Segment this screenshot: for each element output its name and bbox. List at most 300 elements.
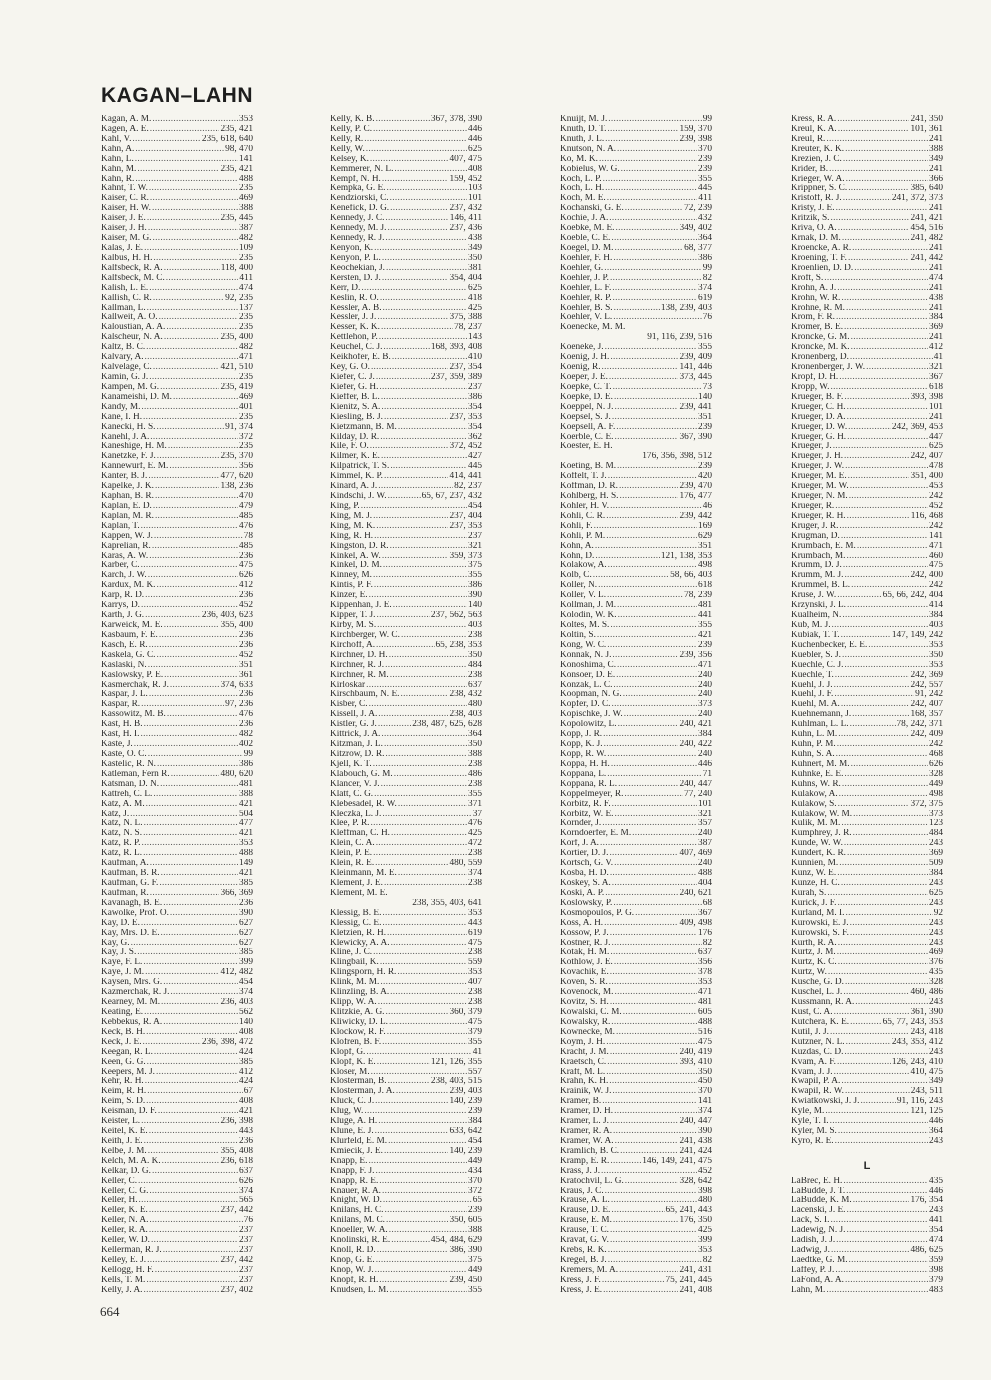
dot-leader xyxy=(148,661,238,671)
entry-name: Kutzner, N. L. xyxy=(791,1037,845,1047)
dot-leader xyxy=(610,869,697,879)
entry-name: Kramer, W. A. xyxy=(560,1136,614,1146)
entry-name: Kruger, J. R. xyxy=(791,521,839,531)
dot-leader xyxy=(844,1048,928,1058)
index-entry xyxy=(330,859,482,869)
entry-name: Kyle, M. xyxy=(791,1107,825,1117)
entry-name: Kennedy, J. C. xyxy=(330,214,385,224)
dot-leader xyxy=(604,740,679,750)
entry-pages: 239, 442 xyxy=(679,511,712,521)
index-entry xyxy=(560,671,712,681)
index-entry xyxy=(330,1266,482,1276)
dot-leader xyxy=(847,601,928,611)
entry-pages: 408 xyxy=(239,1097,253,1107)
entry-pages: 356 xyxy=(239,462,253,472)
entry-name: Kelkar, D. G. xyxy=(101,1166,151,1176)
entry-name: Kletzien, R. H. xyxy=(330,928,387,938)
entry-pages: 101 xyxy=(698,799,712,809)
index-entry xyxy=(101,1068,253,1078)
dot-leader xyxy=(361,502,467,512)
index-entry xyxy=(101,204,253,214)
dot-leader xyxy=(381,730,467,740)
index-entry xyxy=(560,1147,712,1157)
entry-name: Kong, W. C. xyxy=(560,640,607,650)
dot-leader xyxy=(147,214,220,224)
index-entry xyxy=(560,661,712,671)
entry-name: Keitel, K. E. xyxy=(101,1127,148,1137)
entry-pages: 480, 620 xyxy=(220,769,253,779)
entry-name: Klipp, W. A. xyxy=(330,998,377,1008)
dot-leader xyxy=(595,542,697,552)
dot-leader xyxy=(598,581,697,591)
entry-pages: 116, 468 xyxy=(910,511,943,521)
entry-name: Koym, J. H. xyxy=(560,1037,606,1047)
index-entry xyxy=(330,403,482,413)
index-entry xyxy=(791,264,943,274)
entry-name: Kahl, V. xyxy=(101,134,132,144)
entry-pages: 243 xyxy=(929,878,943,888)
dot-leader xyxy=(149,284,238,294)
dot-leader xyxy=(393,601,467,611)
entry-name: Klebesadel, R. W. xyxy=(330,799,397,809)
index-entry xyxy=(101,641,253,651)
entry-name: Koopman, N. G. xyxy=(560,690,622,700)
entry-name: Lahn, M. xyxy=(791,1285,826,1295)
entry-name: Konzak, L. C. xyxy=(560,680,613,690)
dot-leader xyxy=(382,1038,467,1048)
index-entry xyxy=(791,1266,943,1276)
entry-pages: 373 xyxy=(929,809,943,819)
entry-name: Kulakow, S. xyxy=(791,799,837,809)
index-entry xyxy=(560,552,712,562)
entry-name: Klofren, B. F. xyxy=(330,1037,382,1047)
entry-pages: 446 xyxy=(468,134,482,144)
index-entry xyxy=(101,403,253,413)
dot-leader xyxy=(834,681,910,691)
index-entry xyxy=(330,1157,482,1167)
entry-pages: 350 xyxy=(468,740,482,750)
dot-leader xyxy=(854,264,928,274)
index-entry xyxy=(560,175,712,185)
index-entry xyxy=(560,522,712,532)
index-entry xyxy=(101,889,253,899)
index-entry xyxy=(560,1196,712,1206)
dot-leader xyxy=(835,671,910,681)
dot-leader xyxy=(610,1048,679,1058)
entry-name: Kirchberger, W. C. xyxy=(330,630,400,640)
index-entry xyxy=(101,155,253,165)
dot-leader xyxy=(141,561,238,571)
entry-pages: 421 xyxy=(239,799,253,809)
entry-pages: 372 xyxy=(239,432,253,442)
entry-name: Kuhnke, E. E. xyxy=(791,769,844,779)
entry-pages: 92 xyxy=(933,908,943,918)
entry-name: King, R. H. xyxy=(330,531,374,541)
entry-name: Kersten, D. J. xyxy=(330,273,381,283)
entry-pages: 369 xyxy=(929,849,943,859)
entry-name: Krumbach, M. xyxy=(791,551,846,561)
entry-name: Koehler, L. F. xyxy=(560,283,612,293)
dot-leader xyxy=(614,403,678,413)
dot-leader xyxy=(385,750,467,760)
entry-name: Koepke, D. E. xyxy=(560,392,613,402)
index-entry xyxy=(560,1256,712,1266)
dot-leader xyxy=(841,879,928,889)
dot-leader xyxy=(844,393,909,403)
index-entry xyxy=(791,552,943,562)
entry-name: Koller, N. xyxy=(560,581,598,591)
entry-pages: 237 xyxy=(468,382,482,392)
entry-pages: 420 xyxy=(698,472,712,482)
index-entry xyxy=(330,760,482,770)
index-entry xyxy=(330,165,482,175)
entry-name: Kipper, T. J. xyxy=(330,611,376,621)
entry-pages: 454, 484, 629 xyxy=(430,1236,482,1246)
entry-name: Keating, E. xyxy=(101,1007,144,1017)
entry-pages: 376 xyxy=(929,958,943,968)
entry-pages: 372, 452 xyxy=(449,442,482,452)
dot-leader xyxy=(844,571,909,581)
entry-name: Kochie, J. A. xyxy=(560,214,609,224)
index-entry xyxy=(560,214,712,224)
index-entry xyxy=(791,244,943,254)
dot-leader xyxy=(842,780,928,790)
entry-name: Knuth, D. T. xyxy=(560,124,607,134)
dot-leader xyxy=(369,700,467,710)
entry-name: Keck, B. H. xyxy=(101,1027,146,1037)
entry-pages: 240, 447 xyxy=(679,1117,712,1127)
dot-leader xyxy=(846,175,928,185)
dot-leader xyxy=(386,264,467,274)
dot-leader xyxy=(847,413,928,423)
entry-name: Kobielus, W. G. xyxy=(560,164,620,174)
entry-pages: 398 xyxy=(698,1186,712,1196)
entry-pages: 485 xyxy=(239,541,253,551)
entry-pages: 372 xyxy=(468,1186,482,1196)
entry-pages: 67 xyxy=(243,1087,253,1097)
dot-leader xyxy=(387,224,448,234)
entry-pages: 237 xyxy=(239,1265,253,1275)
dot-leader xyxy=(610,353,678,363)
entry-name: Kurtz, K. C. xyxy=(791,958,837,968)
entry-pages: 121, 138, 353 xyxy=(660,551,712,561)
entry-pages: 239 xyxy=(698,462,712,472)
dot-leader xyxy=(845,978,928,988)
entry-pages: 412, 482 xyxy=(220,968,253,978)
entry-pages: 356 xyxy=(698,958,712,968)
entry-name: Korbitz, R. F. xyxy=(560,799,611,809)
entry-pages: 242, 369 xyxy=(910,670,943,680)
dot-leader xyxy=(611,1206,664,1216)
entry-name: Kalfsbeck, R. A. xyxy=(101,263,163,273)
entry-pages: 351 xyxy=(698,541,712,551)
entry-name: Kuzdas, C. D. xyxy=(791,1047,844,1057)
entry-pages: 241, 482 xyxy=(910,234,943,244)
index-entry xyxy=(330,810,482,820)
entry-name: Kells, T. M. xyxy=(101,1275,146,1285)
entry-pages: 241, 350 xyxy=(910,115,943,124)
index-entry xyxy=(791,542,943,552)
index-entry xyxy=(791,889,943,899)
entry-pages: 321 xyxy=(698,809,712,819)
entry-pages: 237, 354 xyxy=(449,363,482,373)
dot-leader xyxy=(144,720,238,730)
dot-leader xyxy=(382,552,449,562)
dot-leader xyxy=(387,184,468,194)
entry-name: Krueger, G. H. xyxy=(791,432,847,442)
dot-leader xyxy=(619,482,679,492)
entry-name: Kay, J. S. xyxy=(101,948,137,958)
dot-leader xyxy=(390,988,467,998)
entry-name: Kohlberg, H. S. xyxy=(560,492,619,502)
entry-name: Karweick, M. E. xyxy=(101,621,163,631)
entry-pages: 239, 409 xyxy=(679,353,712,363)
dot-leader xyxy=(851,333,928,343)
index-entry xyxy=(101,909,253,919)
entry-pages: 238 xyxy=(468,670,482,680)
entry-pages: 398 xyxy=(929,1265,943,1275)
index-entry xyxy=(101,214,253,224)
index-entry xyxy=(101,294,253,304)
entry-name: Keller, W. D. xyxy=(101,1236,150,1246)
index-entry xyxy=(791,353,943,363)
dot-leader xyxy=(848,184,909,194)
entry-name: Koenecke, M. M. xyxy=(560,323,626,333)
index-entry xyxy=(560,561,712,571)
entry-pages: 121, 125 xyxy=(910,1107,943,1117)
entry-name: Krause, A. L. xyxy=(560,1196,610,1206)
index-entry xyxy=(330,294,482,304)
entry-pages: 637 xyxy=(239,1166,253,1176)
entry-name: Kovitz, S. H. xyxy=(560,998,609,1008)
entry-pages: 140 xyxy=(698,392,712,402)
entry-pages: 370 xyxy=(468,1176,482,1186)
entry-name: Koeper, J. E. xyxy=(560,372,608,382)
entry-pages: 425 xyxy=(468,829,482,839)
entry-name: Koch, L. P. xyxy=(560,174,602,184)
entry-name: Kelly, P. C. xyxy=(330,124,373,134)
entry-pages: 468 xyxy=(929,750,943,759)
index-entry xyxy=(101,135,253,145)
entry-pages: 235, 400 xyxy=(220,333,253,343)
entry-pages: 91, 116, 243 xyxy=(896,1097,943,1107)
dot-leader xyxy=(369,591,467,601)
entry-name: Krueger, M. W. xyxy=(791,482,849,492)
index-entry xyxy=(101,819,253,829)
dot-leader xyxy=(156,581,238,591)
dot-leader xyxy=(602,819,697,829)
dot-leader xyxy=(845,462,928,472)
dot-leader xyxy=(377,313,448,323)
index-entry xyxy=(101,353,253,363)
dot-leader xyxy=(382,810,471,820)
index-entry xyxy=(791,958,943,968)
index-entry xyxy=(101,492,253,502)
entry-name: Krueger, J. H. xyxy=(791,452,844,462)
entry-name: Kimmel, K. P. xyxy=(330,472,383,482)
dot-leader xyxy=(617,145,697,155)
entry-name: Keller, H. xyxy=(101,1196,138,1206)
dot-leader xyxy=(152,542,238,552)
index-entry xyxy=(330,1246,482,1256)
entry-name: Kitzrow, D. R. xyxy=(330,750,385,759)
entry-name: Koehler, J. P. xyxy=(560,273,609,283)
index-entry xyxy=(560,294,712,304)
entry-name: Keller, N. A. xyxy=(101,1216,149,1226)
dot-leader xyxy=(384,1147,449,1157)
index-entry xyxy=(101,373,253,383)
entry-name: Kinney, M. xyxy=(330,571,373,581)
entry-pages: 240 xyxy=(698,859,712,869)
entry-pages: 321 xyxy=(468,541,482,551)
dot-leader xyxy=(843,988,909,998)
entry-pages: 353 xyxy=(698,1246,712,1256)
entry-pages: 237 xyxy=(239,1236,253,1246)
index-entry xyxy=(330,1226,482,1236)
dot-leader xyxy=(376,1256,467,1266)
entry-pages: 241, 424 xyxy=(679,1146,712,1156)
dot-leader xyxy=(608,115,701,125)
index-entry xyxy=(330,621,482,631)
entry-name: Knopf, R. H. xyxy=(330,1275,379,1285)
entry-name: Kumphrey, J. R. xyxy=(791,829,852,839)
dot-leader xyxy=(142,839,239,849)
dot-leader xyxy=(607,194,698,204)
entry-pages: 421 xyxy=(239,1107,253,1117)
entry-name: Katsman, D. N. xyxy=(101,779,160,789)
index-entry xyxy=(330,313,482,323)
entry-name: Kurick, J. F. xyxy=(791,898,837,908)
entry-name: Klune, E. J. xyxy=(330,1127,374,1137)
dot-leader xyxy=(146,343,238,353)
dot-leader xyxy=(161,929,239,939)
index-entry xyxy=(101,1048,253,1058)
index-entry xyxy=(101,561,253,571)
index-entry xyxy=(101,244,253,254)
entry-name: Kiefer, C. J. xyxy=(330,372,375,382)
dot-leader xyxy=(609,978,697,988)
dot-leader xyxy=(610,502,702,512)
index-entry xyxy=(560,939,712,949)
index-entry xyxy=(101,939,253,949)
entry-name: Kehr, R. H. xyxy=(101,1077,144,1087)
dot-leader xyxy=(163,1246,238,1256)
index-entry xyxy=(560,403,712,413)
entry-name: Koch, M. E. xyxy=(560,194,606,204)
entry-pages: 373, 445 xyxy=(679,372,712,382)
index-entry xyxy=(791,1087,943,1097)
entry-pages: 625 xyxy=(468,283,482,293)
dot-leader xyxy=(834,1008,910,1018)
index-entry xyxy=(330,611,482,621)
dot-leader xyxy=(847,403,928,413)
entry-pages: 480 xyxy=(698,1196,712,1206)
index-entry xyxy=(560,710,712,720)
index-entry xyxy=(560,304,712,314)
entry-name: Kuschel, L. J. xyxy=(791,988,843,998)
dot-leader xyxy=(848,423,891,433)
entry-name: Krippner, S. C. xyxy=(791,184,848,194)
entry-pages: 390 xyxy=(239,908,253,918)
dot-leader xyxy=(618,611,697,621)
index-entry xyxy=(101,1256,253,1266)
entry-pages: 509 xyxy=(929,859,943,869)
dot-leader xyxy=(167,710,238,720)
index-entry xyxy=(560,244,712,254)
entry-name: Kulakow, W. M. xyxy=(791,809,853,819)
entry-pages: 388 xyxy=(239,204,253,214)
entry-pages: 321 xyxy=(929,363,943,373)
dot-leader xyxy=(398,423,467,433)
entry-pages: 409, 498 xyxy=(679,918,712,928)
entry-pages: 625 xyxy=(929,888,943,898)
index-entry xyxy=(330,780,482,790)
index-entry xyxy=(791,939,943,949)
entry-pages: 403 xyxy=(929,621,943,631)
dot-leader xyxy=(603,1286,678,1296)
entry-name: Kazmerchak, R. J. xyxy=(101,988,170,998)
entry-name: Krom, F. R. xyxy=(791,313,835,323)
dot-leader xyxy=(170,909,238,919)
entry-name: Kortsch, G. V. xyxy=(560,859,614,869)
entry-name: Kinkel, A. W. xyxy=(330,551,381,561)
entry-pages: 236 xyxy=(239,1136,253,1146)
entry-pages: 237, 442 xyxy=(220,1206,253,1216)
index-entry xyxy=(791,978,943,988)
dot-leader xyxy=(838,730,909,740)
entry-name: Kuehnemann, J. xyxy=(791,710,852,720)
entry-name: Klein, P. E. xyxy=(330,849,373,859)
dot-leader xyxy=(847,512,910,522)
entry-name: Kannewurf, E. M. xyxy=(101,462,169,472)
entry-pages: 355 xyxy=(468,571,482,581)
entry-pages: 65, 77, 243, 353 xyxy=(882,1017,943,1027)
entry-name: Klopf, G. xyxy=(330,1047,366,1057)
entry-pages: 239, 441 xyxy=(679,402,712,412)
index-entry xyxy=(560,730,712,740)
entry-name: Kurtz, W. xyxy=(791,968,827,978)
index-entry xyxy=(791,998,943,1008)
entry-name: Kurah, S. xyxy=(791,888,827,898)
entry-name: Kietzmann, B. M. xyxy=(330,422,397,432)
entry-pages: 235 xyxy=(239,184,253,194)
dot-leader xyxy=(371,819,468,829)
entry-pages: 367, 390 xyxy=(679,432,712,442)
entry-pages: 504 xyxy=(239,809,253,819)
entry-name: Koehler, B. S. xyxy=(560,303,613,313)
dot-leader xyxy=(166,323,238,333)
index-entry xyxy=(791,1286,943,1296)
dot-leader xyxy=(159,313,238,323)
entry-name: Kempka, G. E. xyxy=(330,184,386,194)
entry-pages: 453 xyxy=(929,482,943,492)
index-entry xyxy=(101,184,253,194)
entry-name: Koeppel, N. J. xyxy=(560,402,614,412)
entry-name: Kanecki, H. S. xyxy=(101,422,156,432)
index-entry xyxy=(330,879,482,889)
dot-leader xyxy=(610,621,697,631)
entry-pages: 240, 422 xyxy=(679,740,712,750)
entry-name: Kurowski, E. J. xyxy=(791,918,849,928)
entry-name: Kalvelage, C. xyxy=(101,363,152,373)
index-entry xyxy=(560,810,712,820)
dot-leader xyxy=(606,1068,697,1078)
entry-pages: 475 xyxy=(468,938,482,948)
dot-leader xyxy=(375,1127,449,1137)
entry-pages: 238 xyxy=(468,988,482,998)
entry-name: Kravat, G. V. xyxy=(560,1236,609,1246)
entry-pages: 235 xyxy=(239,412,253,422)
